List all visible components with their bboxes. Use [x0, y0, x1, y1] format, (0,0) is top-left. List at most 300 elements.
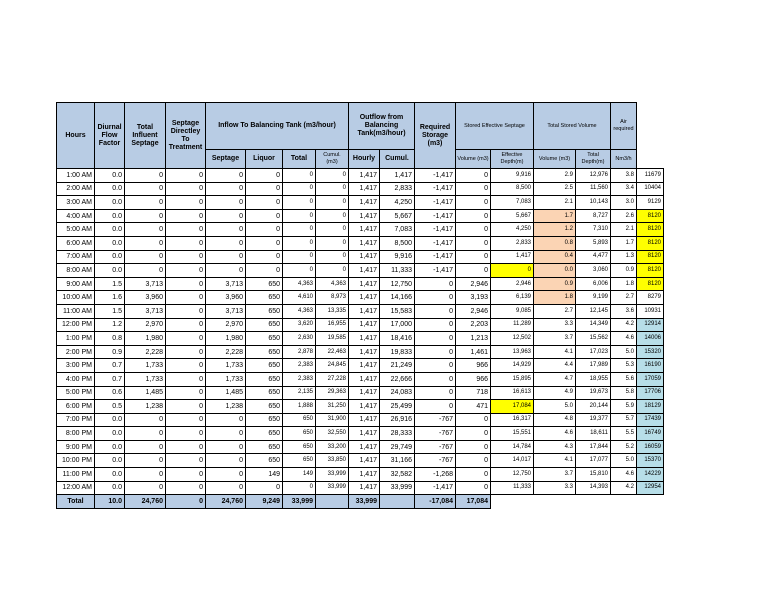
cell-required-storage: 0: [456, 182, 491, 196]
inflow-cumul-header: Cumul. (m3): [316, 150, 349, 169]
cell-diurnal: 0.0: [95, 169, 125, 183]
cell-effective-depth: 4.7: [534, 372, 576, 386]
cell-storage-diff: 0: [415, 291, 456, 305]
cell-inflow-septage: 1,733: [206, 372, 246, 386]
cell-air-required: 14006: [637, 332, 664, 346]
cell-total-volume: 12,145: [576, 304, 611, 318]
cell-total-influent: 0: [125, 169, 166, 183]
cell-effective-depth: 4.9: [534, 386, 576, 400]
cell-inflow-cumul: 33,999: [316, 468, 349, 482]
cell-inflow-liquor: 0: [246, 223, 283, 237]
cell-diurnal: 0.8: [95, 332, 125, 346]
cell-septage-direct: 0: [166, 264, 206, 278]
cell-outflow-cumul: 29,749: [380, 440, 415, 454]
cell-air-required: 14229: [637, 468, 664, 482]
cell-outflow-cumul: 21,249: [380, 359, 415, 373]
cell-air-required: 18129: [637, 400, 664, 414]
cell-inflow-liquor: 650: [246, 372, 283, 386]
cell-outflow-hourly: 1,417: [349, 196, 380, 210]
cell-septage-direct: 0: [166, 304, 206, 318]
cell-inflow-liquor: 650: [246, 454, 283, 468]
cell-inflow-cumul: 4,363: [316, 277, 349, 291]
cell-hour: 12:00 AM: [57, 481, 95, 495]
outflow-hourly-header: Hourly: [349, 150, 380, 169]
cell-total-influent: 0: [125, 468, 166, 482]
cell-diurnal: 0.9: [95, 345, 125, 359]
required-storage-header: Required Storage (m3): [415, 103, 456, 169]
cell-inflow-septage: 0: [206, 196, 246, 210]
cell-storage-diff: 0: [415, 332, 456, 346]
cell-diurnal: 0.7: [95, 359, 125, 373]
cell-diurnal: 1.2: [95, 318, 125, 332]
table-row: [57, 372, 664, 386]
cell-effective-depth: 1.8: [534, 291, 576, 305]
cell-effective-depth: 1.2: [534, 223, 576, 237]
cell-outflow-cumul: 24,083: [380, 386, 415, 400]
cell-total-influent: 0: [125, 182, 166, 196]
cell-septage-direct: 0: [166, 481, 206, 495]
cell-stored-volume: 12,750: [491, 468, 534, 482]
cell-inflow-total: 0: [283, 223, 316, 237]
cell-stored-volume: 15,551: [491, 427, 534, 441]
cell-inflow-septage: 0: [206, 468, 246, 482]
cell-outflow-cumul: 25,499: [380, 400, 415, 414]
total-influent: 24,760: [125, 495, 166, 509]
cell-septage-direct: 0: [166, 386, 206, 400]
cell-stored-volume: 17,084: [491, 400, 534, 414]
cell-inflow-septage: 0: [206, 250, 246, 264]
cell-storage-diff: -1,417: [415, 196, 456, 210]
cell-air-required: 10404: [637, 182, 664, 196]
cell-total-influent: 0: [125, 481, 166, 495]
cell-outflow-hourly: 1,417: [349, 223, 380, 237]
cell-inflow-septage: 0: [206, 223, 246, 237]
cell-inflow-liquor: 0: [246, 209, 283, 223]
cell-hour: 8:00 PM: [57, 427, 95, 441]
cell-septage-direct: 0: [166, 468, 206, 482]
cell-storage-diff: -1,417: [415, 169, 456, 183]
table-row: [57, 427, 664, 441]
cell-outflow-cumul: 18,416: [380, 332, 415, 346]
cell-air-required: 11679: [637, 169, 664, 183]
cell-diurnal: 0.0: [95, 223, 125, 237]
cell-storage-diff: -1,268: [415, 468, 456, 482]
cell-total-influent: 0: [125, 454, 166, 468]
cell-total-influent: 0: [125, 440, 166, 454]
cell-total-volume: 19,377: [576, 413, 611, 427]
cell-total-depth: 3.6: [611, 304, 637, 318]
total-septage-direct: 0: [166, 495, 206, 509]
cell-total-volume: 14,393: [576, 481, 611, 495]
table-row: [57, 332, 664, 346]
inflow-total-header: Total: [283, 150, 316, 169]
stored-volume-header: Volume (m3): [456, 150, 491, 169]
total-blank: [491, 495, 664, 509]
cell-inflow-cumul: 0: [316, 182, 349, 196]
cell-storage-diff: -1,417: [415, 223, 456, 237]
table-row: [57, 277, 664, 291]
cell-air-required: 8120: [637, 277, 664, 291]
cell-outflow-hourly: 1,417: [349, 440, 380, 454]
cell-required-storage: 1,213: [456, 332, 491, 346]
cell-inflow-total: 0: [283, 209, 316, 223]
total-inflow-liquor: 9,249: [246, 495, 283, 509]
cell-stored-volume: 4,250: [491, 223, 534, 237]
cell-diurnal: 0.0: [95, 196, 125, 210]
cell-effective-depth: 4.6: [534, 427, 576, 441]
cell-required-storage: 471: [456, 400, 491, 414]
cell-air-required: 17059: [637, 372, 664, 386]
cell-stored-volume: 11,289: [491, 318, 534, 332]
cell-total-volume: 15,810: [576, 468, 611, 482]
cell-inflow-liquor: 650: [246, 318, 283, 332]
cell-stored-volume: 14,784: [491, 440, 534, 454]
cell-septage-direct: 0: [166, 454, 206, 468]
cell-outflow-hourly: 1,417: [349, 250, 380, 264]
table-row: [57, 359, 664, 373]
cell-outflow-hourly: 1,417: [349, 345, 380, 359]
cell-inflow-cumul: 0: [316, 196, 349, 210]
cell-effective-depth: 2.1: [534, 196, 576, 210]
cell-outflow-cumul: 33,999: [380, 481, 415, 495]
cell-inflow-cumul: 33,200: [316, 440, 349, 454]
cell-outflow-hourly: 1,417: [349, 427, 380, 441]
cell-septage-direct: 0: [166, 372, 206, 386]
cell-total-influent: 0: [125, 413, 166, 427]
cell-required-storage: 0: [456, 468, 491, 482]
cell-outflow-hourly: 1,417: [349, 400, 380, 414]
inflow-liquor-header: Liquor: [246, 150, 283, 169]
cell-stored-volume: 11,333: [491, 481, 534, 495]
cell-hour: 5:00 PM: [57, 386, 95, 400]
cell-required-storage: 2,946: [456, 277, 491, 291]
cell-air-required: 10931: [637, 304, 664, 318]
cell-outflow-cumul: 22,666: [380, 372, 415, 386]
cell-air-required: 15320: [637, 345, 664, 359]
cell-hour: 9:00 PM: [57, 440, 95, 454]
cell-hour: 8:00 AM: [57, 264, 95, 278]
cell-inflow-total: 0: [283, 196, 316, 210]
table-row: [57, 250, 664, 264]
cell-diurnal: 0.0: [95, 209, 125, 223]
cell-outflow-hourly: 1,417: [349, 318, 380, 332]
cell-air-required: 12954: [637, 481, 664, 495]
cell-septage-direct: 0: [166, 236, 206, 250]
cell-total-depth: 4.6: [611, 332, 637, 346]
cell-total-depth: 3.8: [611, 169, 637, 183]
cell-total-depth: 4.6: [611, 468, 637, 482]
cell-inflow-total: 0: [283, 264, 316, 278]
cell-hour: 10:00 PM: [57, 454, 95, 468]
cell-total-influent: 0: [125, 250, 166, 264]
cell-total-depth: 5.6: [611, 372, 637, 386]
cell-required-storage: 0: [456, 481, 491, 495]
cell-outflow-cumul: 8,500: [380, 236, 415, 250]
cell-air-required: 8120: [637, 209, 664, 223]
cell-stored-volume: 9,085: [491, 304, 534, 318]
table-row: [57, 182, 664, 196]
cell-required-storage: 0: [456, 250, 491, 264]
cell-air-required: 15370: [637, 454, 664, 468]
cell-inflow-total: 0: [283, 236, 316, 250]
cell-storage-diff: 0: [415, 386, 456, 400]
cell-inflow-cumul: 27,228: [316, 372, 349, 386]
cell-effective-depth: 2.9: [534, 169, 576, 183]
cell-effective-depth: 3.3: [534, 481, 576, 495]
cell-storage-diff: -767: [415, 440, 456, 454]
cell-storage-diff: 0: [415, 304, 456, 318]
cell-inflow-liquor: 0: [246, 250, 283, 264]
cell-inflow-liquor: 650: [246, 386, 283, 400]
cell-total-volume: 4,477: [576, 250, 611, 264]
cell-hour: 11:00 PM: [57, 468, 95, 482]
cell-inflow-cumul: 22,463: [316, 345, 349, 359]
cell-inflow-total: 650: [283, 427, 316, 441]
cell-effective-depth: 0.0: [534, 264, 576, 278]
cell-total-influent: 0: [125, 209, 166, 223]
cell-inflow-cumul: 31,250: [316, 400, 349, 414]
cell-outflow-cumul: 5,667: [380, 209, 415, 223]
cell-total-volume: 17,023: [576, 345, 611, 359]
hours-header: Hours: [57, 103, 95, 169]
cell-inflow-septage: 1,980: [206, 332, 246, 346]
cell-inflow-liquor: 0: [246, 182, 283, 196]
cell-diurnal: 0.0: [95, 264, 125, 278]
cell-outflow-cumul: 28,333: [380, 427, 415, 441]
cell-required-storage: 966: [456, 372, 491, 386]
cell-total-depth: 5.8: [611, 386, 637, 400]
inflow-septage-header: Septage: [206, 150, 246, 169]
cell-total-depth: 5.2: [611, 440, 637, 454]
cell-stored-volume: 1,417: [491, 250, 534, 264]
cell-stored-volume: 15,895: [491, 372, 534, 386]
cell-inflow-total: 2,135: [283, 386, 316, 400]
cell-total-volume: 17,077: [576, 454, 611, 468]
cell-septage-direct: 0: [166, 413, 206, 427]
cell-hour: 4:00 AM: [57, 209, 95, 223]
cell-stored-volume: 0: [491, 264, 534, 278]
cell-diurnal: 1.5: [95, 304, 125, 318]
cell-air-required: 17439: [637, 413, 664, 427]
cell-hour: 3:00 PM: [57, 359, 95, 373]
cell-stored-volume: 2,946: [491, 277, 534, 291]
cell-hour: 2:00 PM: [57, 345, 95, 359]
totals-row: [57, 495, 664, 509]
cell-inflow-total: 3,620: [283, 318, 316, 332]
cell-inflow-cumul: 31,900: [316, 413, 349, 427]
total-inflow-septage: 24,760: [206, 495, 246, 509]
cell-air-required: 16059: [637, 440, 664, 454]
cell-inflow-septage: 0: [206, 209, 246, 223]
cell-required-storage: 966: [456, 359, 491, 373]
totals-label: Total: [57, 495, 95, 509]
cell-air-required: 16749: [637, 427, 664, 441]
cell-stored-volume: 14,929: [491, 359, 534, 373]
septage-direct-header: Septage Directley To Treatment: [166, 103, 206, 169]
cell-required-storage: 0: [456, 413, 491, 427]
cell-outflow-hourly: 1,417: [349, 169, 380, 183]
cell-stored-volume: 6,139: [491, 291, 534, 305]
cell-outflow-hourly: 1,417: [349, 236, 380, 250]
cell-outflow-hourly: 1,417: [349, 413, 380, 427]
cell-hour: 1:00 PM: [57, 332, 95, 346]
cell-inflow-septage: 0: [206, 413, 246, 427]
cell-total-influent: 0: [125, 196, 166, 210]
cell-outflow-hourly: 1,417: [349, 372, 380, 386]
cell-inflow-cumul: 0: [316, 209, 349, 223]
cell-septage-direct: 0: [166, 291, 206, 305]
total-required-storage: 17,084: [456, 495, 491, 509]
air-unit-header: Nm3/h: [611, 150, 637, 169]
cell-inflow-cumul: 19,585: [316, 332, 349, 346]
cell-storage-diff: -767: [415, 454, 456, 468]
cell-total-influent: 3,960: [125, 291, 166, 305]
cell-inflow-total: 149: [283, 468, 316, 482]
cell-septage-direct: 0: [166, 250, 206, 264]
cell-required-storage: 0: [456, 264, 491, 278]
cell-air-required: 17706: [637, 386, 664, 400]
cell-stored-volume: 16,613: [491, 386, 534, 400]
cell-total-influent: 1,238: [125, 400, 166, 414]
cell-diurnal: 0.5: [95, 400, 125, 414]
cell-outflow-hourly: 1,417: [349, 264, 380, 278]
table-row: [57, 481, 664, 495]
cell-inflow-septage: 0: [206, 440, 246, 454]
cell-hour: 7:00 AM: [57, 250, 95, 264]
cell-total-influent: 0: [125, 264, 166, 278]
cell-inflow-septage: 0: [206, 236, 246, 250]
cell-inflow-total: 2,383: [283, 359, 316, 373]
balancing-tank-table: [56, 102, 664, 509]
cell-stored-volume: 14,017: [491, 454, 534, 468]
cell-total-volume: 15,562: [576, 332, 611, 346]
cell-outflow-hourly: 1,417: [349, 182, 380, 196]
cell-diurnal: 0.0: [95, 454, 125, 468]
cell-septage-direct: 0: [166, 440, 206, 454]
cell-hour: 11:00 AM: [57, 304, 95, 318]
cell-outflow-cumul: 11,333: [380, 264, 415, 278]
cell-stored-volume: 13,963: [491, 345, 534, 359]
cell-storage-diff: -767: [415, 413, 456, 427]
cell-stored-volume: 5,667: [491, 209, 534, 223]
cell-outflow-hourly: 1,417: [349, 359, 380, 373]
cell-inflow-liquor: 650: [246, 304, 283, 318]
cell-total-depth: 2.1: [611, 223, 637, 237]
cell-inflow-septage: 1,238: [206, 400, 246, 414]
total-outflow-hourly: 33,999: [349, 495, 380, 509]
cell-storage-diff: -1,417: [415, 264, 456, 278]
cell-septage-direct: 0: [166, 196, 206, 210]
cell-inflow-total: 4,363: [283, 277, 316, 291]
cell-outflow-hourly: 1,417: [349, 277, 380, 291]
cell-septage-direct: 0: [166, 332, 206, 346]
cell-required-storage: 0: [456, 169, 491, 183]
cell-inflow-total: 650: [283, 413, 316, 427]
inflow-group-header: Inflow To Balancing Tank (m3/hour): [206, 103, 349, 150]
cell-inflow-liquor: 149: [246, 468, 283, 482]
cell-outflow-hourly: 1,417: [349, 304, 380, 318]
cell-storage-diff: -1,417: [415, 209, 456, 223]
cell-required-storage: 2,203: [456, 318, 491, 332]
cell-diurnal: 0.0: [95, 427, 125, 441]
cell-total-influent: 1,733: [125, 359, 166, 373]
cell-septage-direct: 0: [166, 169, 206, 183]
total-inflow-cumul: [316, 495, 349, 509]
table-row: [57, 468, 664, 482]
cell-inflow-cumul: 0: [316, 250, 349, 264]
table-row: [57, 196, 664, 210]
table-row: [57, 223, 664, 237]
cell-total-influent: 3,713: [125, 277, 166, 291]
table-row: [57, 264, 664, 278]
cell-outflow-cumul: 14,166: [380, 291, 415, 305]
cell-total-volume: 14,349: [576, 318, 611, 332]
cell-hour: 10:00 AM: [57, 291, 95, 305]
cell-inflow-liquor: 650: [246, 427, 283, 441]
cell-air-required: 8120: [637, 223, 664, 237]
cell-air-required: 16190: [637, 359, 664, 373]
cell-inflow-liquor: 650: [246, 345, 283, 359]
cell-diurnal: 0.0: [95, 468, 125, 482]
total-influent-header: Total Influent Septage: [125, 103, 166, 169]
cell-hour: 2:00 AM: [57, 182, 95, 196]
cell-inflow-total: 650: [283, 440, 316, 454]
cell-total-volume: 9,199: [576, 291, 611, 305]
cell-total-influent: 2,228: [125, 345, 166, 359]
cell-septage-direct: 0: [166, 427, 206, 441]
table-row: [57, 169, 664, 183]
cell-total-influent: 1,485: [125, 386, 166, 400]
cell-storage-diff: 0: [415, 345, 456, 359]
cell-total-volume: 3,060: [576, 264, 611, 278]
cell-diurnal: 1.5: [95, 277, 125, 291]
cell-required-storage: 0: [456, 440, 491, 454]
cell-hour: 6:00 PM: [57, 400, 95, 414]
cell-outflow-cumul: 17,000: [380, 318, 415, 332]
cell-total-influent: 0: [125, 223, 166, 237]
cell-inflow-liquor: 0: [246, 264, 283, 278]
cell-total-volume: 7,310: [576, 223, 611, 237]
table-row: [57, 291, 664, 305]
cell-septage-direct: 0: [166, 223, 206, 237]
cell-total-influent: 3,713: [125, 304, 166, 318]
cell-effective-depth: 2.7: [534, 304, 576, 318]
cell-total-volume: 11,560: [576, 182, 611, 196]
outflow-group-header: Outflow from Balancing Tank(m3/hour): [349, 103, 415, 150]
stored-septage-group-header: Stored Effective Septage: [456, 103, 534, 150]
cell-diurnal: 0.0: [95, 413, 125, 427]
cell-effective-depth: 4.1: [534, 345, 576, 359]
cell-total-depth: 5.7: [611, 413, 637, 427]
cell-diurnal: 0.0: [95, 236, 125, 250]
table-row: [57, 440, 664, 454]
cell-total-depth: 5.5: [611, 427, 637, 441]
cell-outflow-cumul: 26,916: [380, 413, 415, 427]
cell-inflow-total: 0: [283, 481, 316, 495]
cell-outflow-cumul: 2,833: [380, 182, 415, 196]
cell-inflow-septage: 3,713: [206, 277, 246, 291]
cell-inflow-cumul: 0: [316, 169, 349, 183]
cell-inflow-septage: 0: [206, 481, 246, 495]
cell-total-depth: 5.9: [611, 400, 637, 414]
cell-required-storage: 0: [456, 196, 491, 210]
cell-air-required: 12914: [637, 318, 664, 332]
cell-septage-direct: 0: [166, 318, 206, 332]
cell-total-influent: 2,970: [125, 318, 166, 332]
cell-outflow-hourly: 1,417: [349, 386, 380, 400]
cell-inflow-septage: 1,733: [206, 359, 246, 373]
cell-required-storage: 0: [456, 209, 491, 223]
